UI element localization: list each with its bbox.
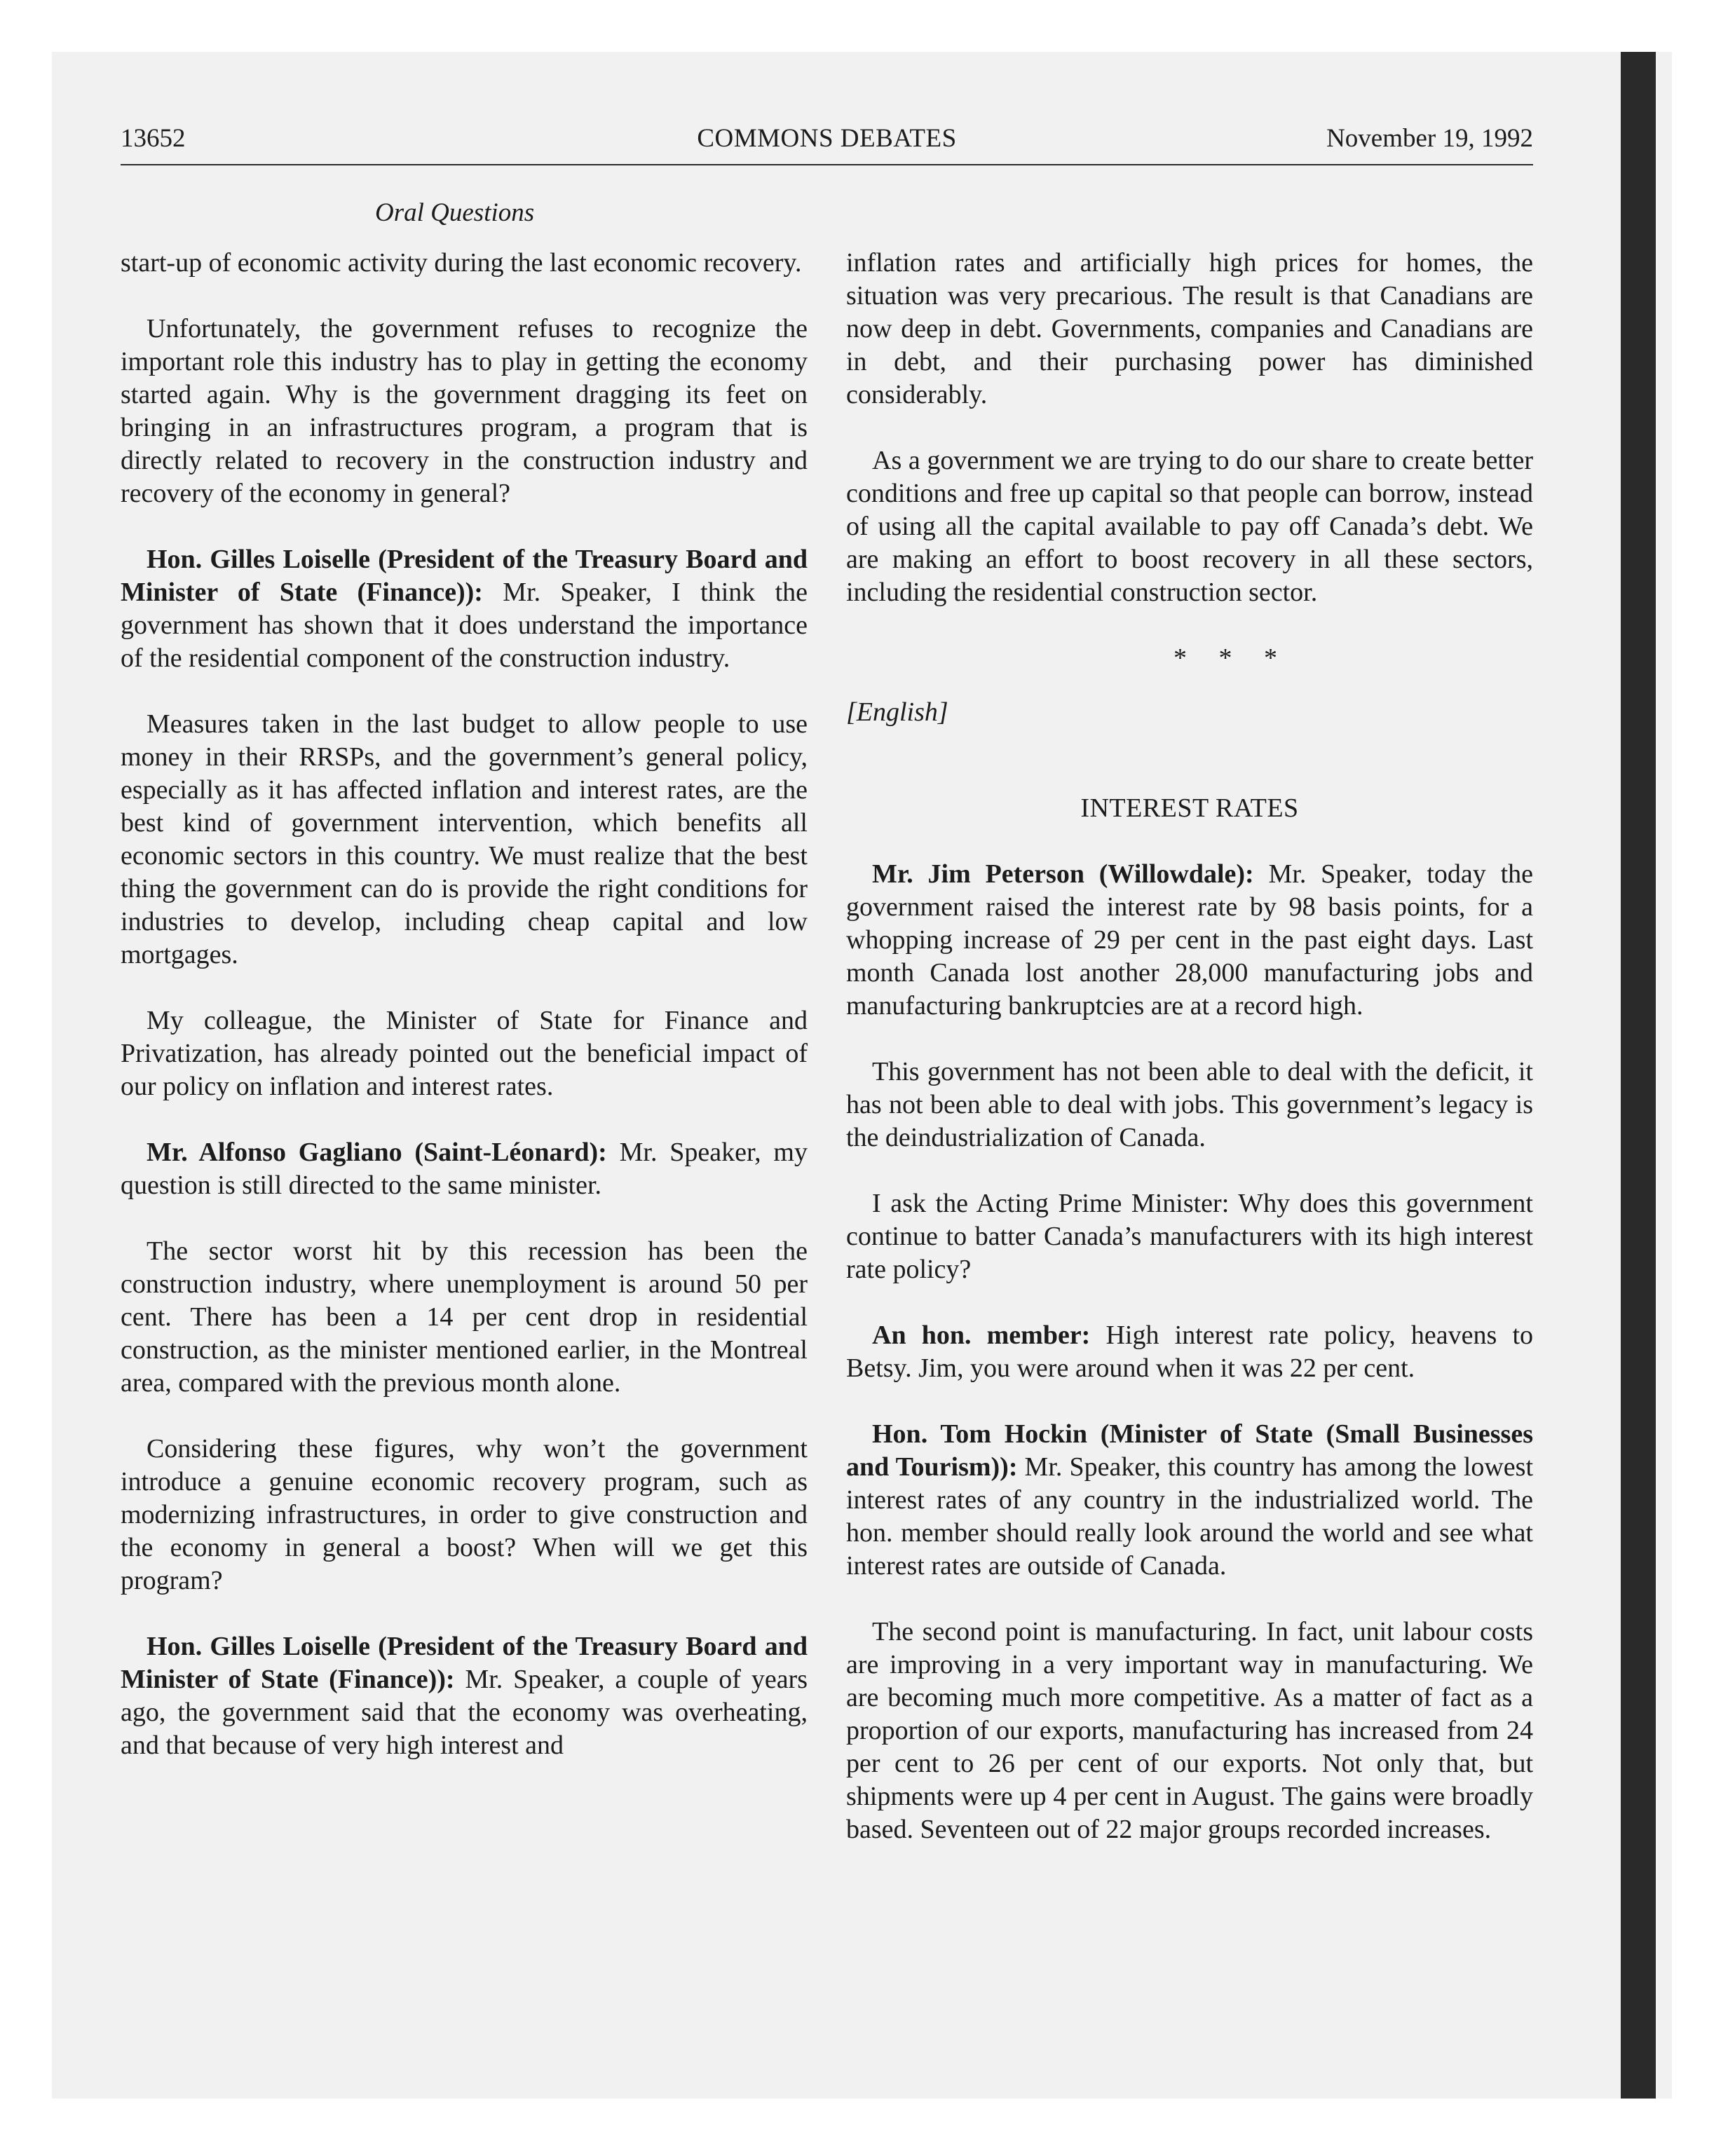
speaker-name: Hon. Gilles Loiselle (President of the Treasury Board and Minister of State (Finance)): (121, 545, 808, 607)
paragraph-text: As a government we are trying to do our share to create better conditions and free up capital so that people can borrow, instead of using all the capital available to pay off Canada’s debt. We are making an effort to boost recovery in all these sectors, including the residential construction sector. (846, 446, 1533, 607)
speaker-name: Mr. Jim Peterson (Willowdale): (872, 859, 1254, 889)
paragraph (121, 708, 808, 971)
section-heading: INTEREST RATES (1080, 793, 1299, 823)
paragraph (121, 1136, 808, 1202)
paragraph (846, 1056, 1533, 1154)
paragraph (121, 1433, 808, 1597)
paragraph (846, 1616, 1533, 1846)
paragraph-text: start-up of economic activity during the last economic recovery. (121, 248, 802, 278)
paragraph (121, 1235, 808, 1400)
speaker-name: Mr. Alfonso Gagliano (Saint-Léonard): (147, 1138, 607, 1167)
paragraph (846, 1187, 1533, 1286)
page-header (121, 121, 1533, 163)
publication-date: November 19, 1992 (1326, 124, 1533, 153)
paragraph-text: Mr. Speaker, a couple of years ago, the government said that the economy was overheating, and that because of very high interest and (121, 1665, 808, 1760)
paragraph-text: Measures taken in the last budget to allow people to use money in their RRSPs, and the government’s general policy, especially as it has affected inflation and interest rates, are the best kind of government intervention, which benefits all economic sectors in this country. We must realize that the best thing the government can do is provide the right conditions for industries to develop, including cheap capital and low mortgages. (121, 709, 808, 969)
paragraph-text: Unfortunately, the government refuses to recognize the important role this industry has to play in getting the economy started again. Why is the government dragging its feet on bringing in an infrastructures program, a program that is directly related to recovery in the construction industry and recovery of the economy in general? (121, 314, 808, 508)
paragraph (846, 858, 1533, 1023)
paragraph (121, 1004, 808, 1103)
paragraph (121, 543, 808, 675)
paragraph-text: Mr. Speaker, this country has among the lowest interest rates of any country in the industrialized world. The hon. member should really look around the world and see what interest rates are outside of Canada. (846, 1452, 1534, 1581)
language-tag: [English] (846, 697, 948, 727)
paragraph-text: High interest rate policy, heavens to Betsy. Jim, you were around when it was 22 per cent. (846, 1321, 1533, 1383)
paragraph-text: Considering these figures, why won’t the government introduce a genuine economic recovery program, such as modernizing infrastructures, in order to give construction and the economy in general a boost? When will we get this program? (121, 1434, 808, 1595)
right-column (846, 247, 1533, 1879)
scan-edge-shadow (1621, 52, 1656, 2099)
speaker-name: Hon. Gilles Loiselle (President of the Treasury Board and Minister of State (Finance)): (121, 1632, 808, 1694)
section-title: Oral Questions (375, 198, 535, 227)
page-number: 13652 (121, 124, 186, 153)
paragraph-text: I ask the Acting Prime Minister: Why does this government continue to batter Canada’s manufacturers with its high interest rate policy? (846, 1189, 1533, 1284)
paragraph-text: Mr. Speaker, I think the government has shown that it does understand the importance of the residential component of the construction industry. (121, 578, 808, 673)
paragraph (846, 444, 1533, 609)
paragraph (121, 313, 808, 510)
paragraph (846, 1418, 1533, 1583)
paragraph (846, 247, 1533, 411)
paragraph-text: The second point is manufacturing. In fact, unit labour costs are improving in a very important way in manufacturing. We are becoming much more competitive. As a matter of fact as a proportion of our exports, manufacturing has increased from 24 per cent to 26 per cent of our exports. Not only that, but shipments were up 4 per cent in August. The gains were broadly based. Seventeen out of 22 major groups recorded increases. (846, 1617, 1533, 1844)
left-column (121, 247, 808, 1795)
paragraph-text: My colleague, the Minister of State for Finance and Privatization, has already pointed out the beneficial impact of our policy on inflation and interest rates. (121, 1006, 808, 1101)
publication-title: COMMONS DEBATES (697, 124, 957, 153)
paragraph-text: inflation rates and artificially high prices for homes, the situation was very precarious. The result is that Canadians are now deep in debt. Governments, companies and Canadians are in debt, and their purchasing power has diminished considerably. (846, 248, 1533, 409)
paragraph (121, 247, 808, 280)
speaker-name: An hon. member: (872, 1321, 1091, 1350)
paragraph (846, 1319, 1533, 1385)
speaker-name: Hon. Tom Hockin (Minister of State (Small Businesses and Tourism)): (846, 1419, 1533, 1482)
paragraph-text: Mr. Speaker, today the government raised the interest rate by 98 basis points, for a whopping increase of 29 per cent in the past eight days. Last month Canada lost another 28,000 manufacturing jobs and manufacturing bankruptcies are at a record high. (846, 859, 1534, 1021)
paragraph-text: Mr. Speaker, my question is still directed to the same minister. (121, 1138, 808, 1200)
header-rule (121, 164, 1533, 165)
paragraph-text: This government has not been able to deal with the deficit, it has not been able to deal with jobs. This government’s legacy is the deindustrialization of Canada. (846, 1057, 1533, 1152)
paragraph (121, 1630, 808, 1762)
paragraph-text: The sector worst hit by this recession has been the construction industry, where unemployment is around 50 per cent. There has been a 14 per cent drop in residential construction, as the minister mentioned earlier, in the Montreal area, compared with the previous month alone. (121, 1236, 808, 1398)
section-separator: * * * (1173, 643, 1290, 673)
